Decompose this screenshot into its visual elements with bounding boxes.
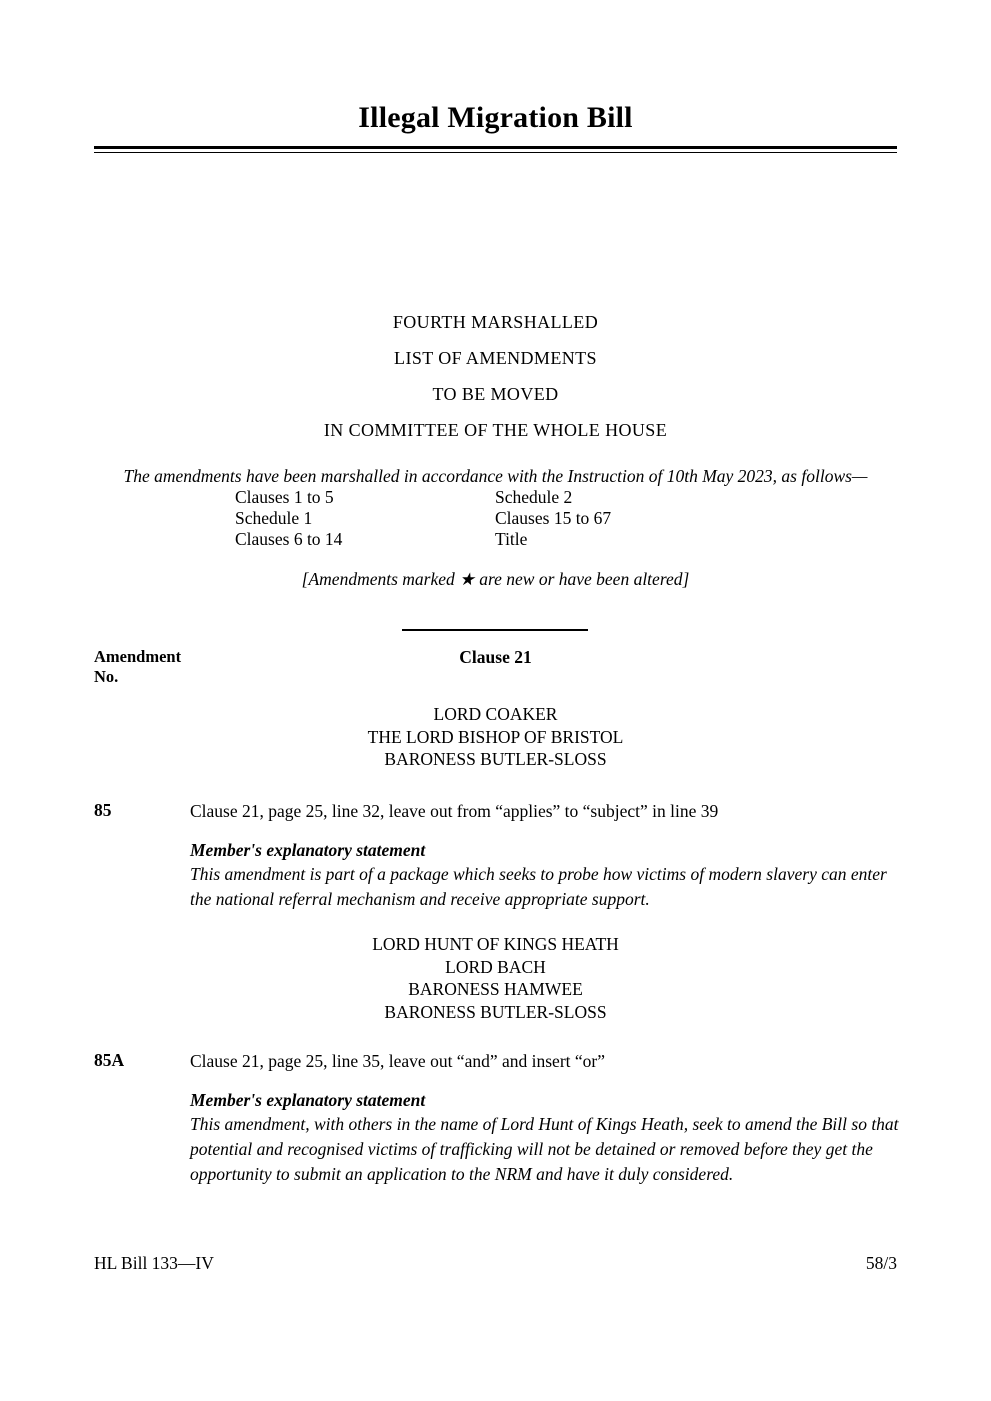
sponsor-list <box>0 703 991 771</box>
marshalling-item: Title <box>495 529 528 549</box>
sponsor-name: LORD BACH <box>445 956 546 977</box>
amendment-entry <box>94 800 903 912</box>
amendment-list-header <box>94 647 897 691</box>
marshalling-order-columns <box>235 487 611 550</box>
heading-line: TO BE MOVED <box>432 384 559 404</box>
amendment-body <box>190 1050 903 1187</box>
page-footer <box>94 1253 897 1274</box>
explanatory-statement-label: Member's explanatory statement <box>190 1090 426 1110</box>
title-divider-rule <box>94 146 897 153</box>
marshalling-column-1 <box>235 487 495 550</box>
heading-line: FOURTH MARSHALLED <box>392 312 599 332</box>
marshalling-instruction-note: The amendments have been marshalled in accordance with the Instruction of 10th May 2023, as follows— <box>123 466 868 486</box>
amendment-number: 85 <box>94 800 112 820</box>
star-legend-note: [Amendments marked ★ are new or have been altered] <box>301 569 690 589</box>
sponsor-list <box>0 933 991 1023</box>
explanatory-statement-text: This amendment, with others in the name of Lord Hunt of Kings Heath, seek to amend the Bill so that potential and recognised victims of trafficking will not be detained or removed before they get the opportunity to submit an application to the NRM and have it duly considered. <box>190 1114 899 1184</box>
marshalling-item: Clauses 1 to 5 <box>235 487 334 507</box>
explanatory-statement-label: Member's explanatory statement <box>190 840 426 860</box>
sponsor-name: LORD HUNT OF KINGS HEATH <box>372 934 619 954</box>
amendment-number: 85A <box>94 1050 125 1070</box>
sponsor-name: BARONESS BUTLER-SLOSS <box>384 1001 607 1022</box>
explanatory-statement-text: This amendment is part of a package which seeks to probe how victims of modern slavery can enter the national referral mechanism and receive appropriate support. <box>190 864 887 909</box>
sponsor-name: BARONESS BUTLER-SLOSS <box>384 749 607 769</box>
sponsor-name: LORD COAKER <box>433 704 558 724</box>
amendment-entry <box>94 1050 903 1187</box>
sponsor-name: THE LORD BISHOP OF BRISTOL <box>367 726 624 747</box>
amendment-instruction: Clause 21, page 25, line 32, leave out from “applies” to “subject” in line 39 <box>190 801 719 821</box>
section-divider-rule <box>402 629 588 631</box>
bill-reference: HL Bill 133—IV <box>94 1253 214 1273</box>
sponsor-name: BARONESS HAMWEE <box>408 979 583 999</box>
marshalling-item: Clauses 15 to 67 <box>495 508 612 528</box>
marshalled-list-headings <box>0 311 991 455</box>
page-title: Illegal Migration Bill <box>358 101 633 134</box>
clause-heading: Clause 21 <box>459 647 532 667</box>
marshalling-item: Schedule 1 <box>235 508 313 528</box>
marshalling-item: Schedule 2 <box>495 487 573 507</box>
marshalling-column-2 <box>495 487 611 550</box>
amendment-body <box>190 800 903 912</box>
page-reference: 58/3 <box>865 1253 897 1273</box>
amendment-instruction: Clause 21, page 25, line 35, leave out “and” and insert “or” <box>190 1051 605 1071</box>
heading-line: IN COMMITTEE OF THE WHOLE HOUSE <box>323 420 668 440</box>
amendment-no-column-label: Amendment No. <box>94 647 182 686</box>
heading-line: LIST OF AMENDMENTS <box>394 348 597 368</box>
marshalling-item: Clauses 6 to 14 <box>235 529 343 549</box>
